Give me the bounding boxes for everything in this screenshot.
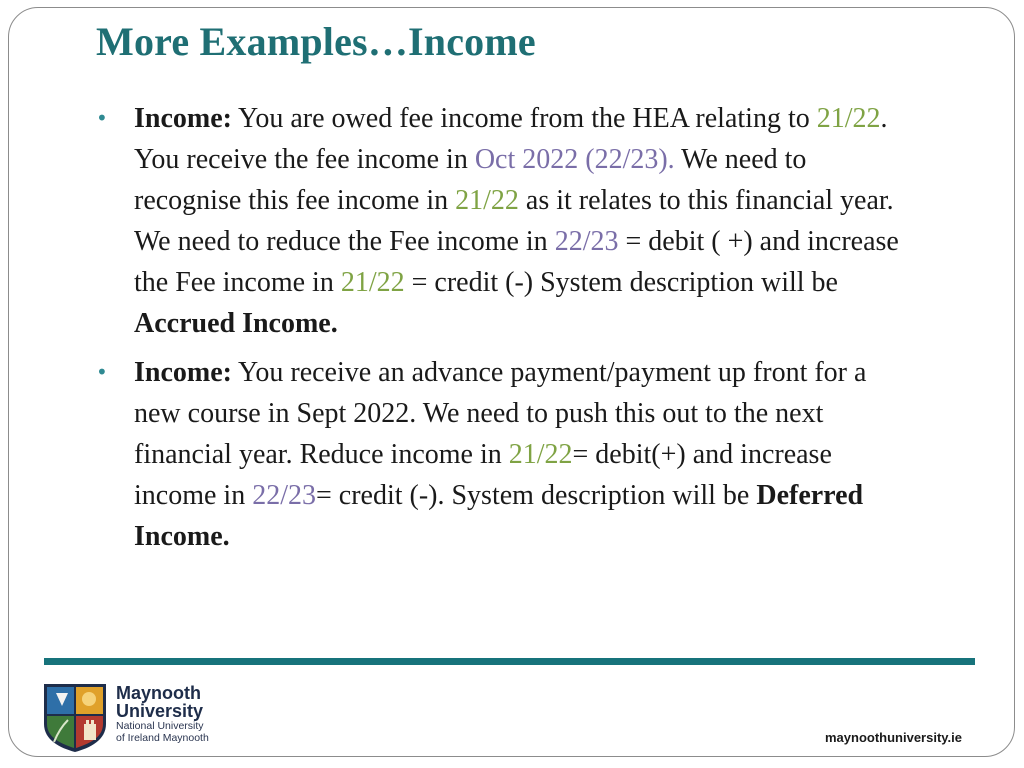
- footer-divider: [44, 658, 975, 665]
- website-url: maynoothuniversity.ie: [824, 730, 962, 745]
- year-highlight: 21/22: [340, 267, 405, 298]
- year-highlight: 21/22: [816, 103, 881, 134]
- logo-subtitle-line: National University: [116, 720, 204, 732]
- bullet-text: as it relates to this financial year. We need to reduce the Fee income in: [134, 185, 894, 257]
- bullet-marker: •: [96, 360, 108, 384]
- crest-icon: [44, 684, 106, 752]
- bullet-list: [96, 98, 916, 565]
- year-highlight: 21/22: [455, 185, 519, 216]
- bullet-text: = debit(+) and increase income in: [134, 439, 832, 511]
- bullet-text: You receive an advance payment/payment up front for a new course in Sept 2022. We need to push this out to the next financial year. Reduce income in: [134, 357, 867, 470]
- bullet-marker: •: [96, 106, 108, 130]
- term-highlight: Accrued Income.: [134, 308, 338, 339]
- year-highlight: Oct 2022 (22/23).: [474, 144, 675, 175]
- bullet-lead: Income:: [134, 357, 232, 388]
- logo-subtitle-line: of Ireland Maynooth: [116, 732, 209, 744]
- bullet-text: = credit (-). System description will be: [315, 480, 757, 511]
- bullet-text: = credit (-) System description will be: [404, 267, 838, 298]
- bullet-text: You are owed fee income from the HEA relating to: [231, 103, 817, 134]
- term-highlight: Deferred Income.: [134, 480, 864, 552]
- bullet-text: . You receive the fee income in: [134, 103, 888, 175]
- year-highlight: 22/23: [252, 480, 316, 511]
- logo-wordmark: [116, 684, 209, 744]
- year-highlight: 21/22: [508, 439, 573, 470]
- bullet-deferred-income: [96, 352, 916, 557]
- logo-name-line: University: [116, 701, 204, 721]
- university-logo: [44, 684, 224, 756]
- logo-name-line: Maynooth: [116, 683, 201, 703]
- year-highlight: 22/23: [554, 226, 619, 257]
- bullet-accrued-income: [96, 98, 916, 344]
- bullet-text: We need to recognise this fee income in: [134, 144, 807, 216]
- bullet-text: = debit ( +) and increase the Fee income in: [134, 226, 899, 298]
- slide-title: More Examples…Income: [96, 19, 536, 64]
- bullet-lead: Income:: [134, 103, 232, 134]
